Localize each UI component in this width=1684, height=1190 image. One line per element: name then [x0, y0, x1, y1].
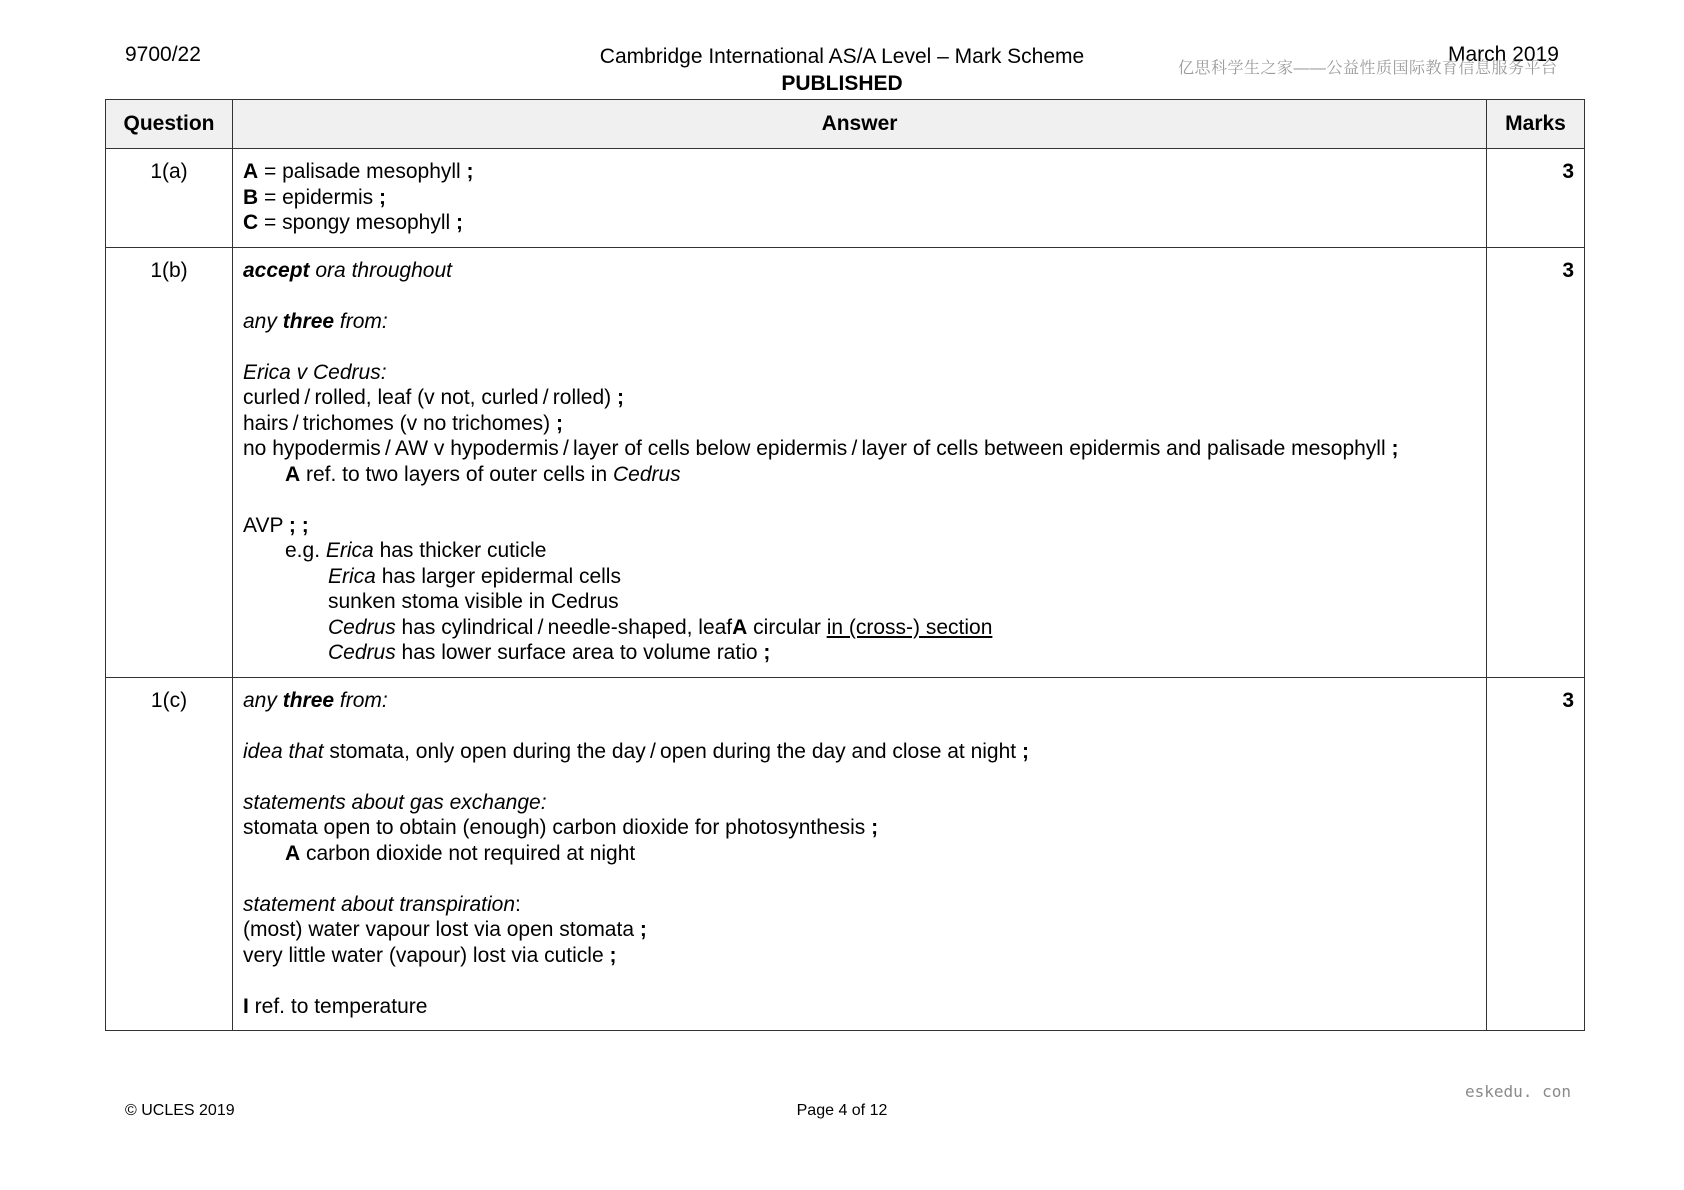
mark-point: ; ;: [288, 513, 309, 537]
document-title: Cambridge International AS/A Level – Mark Scheme: [599, 45, 1085, 68]
answer-text: sunken stoma visible in Cedrus: [328, 590, 619, 613]
answer-text: circular: [747, 615, 827, 639]
species-name: Erica: [325, 539, 374, 562]
guidance-text: ora throughout: [309, 258, 452, 282]
guidance-line: [243, 309, 1476, 335]
answer-line: [243, 436, 1476, 462]
subheading: [243, 892, 1476, 918]
label-letter: A: [243, 160, 259, 183]
species-name: Cedrus: [328, 641, 396, 664]
answer-line: [243, 185, 1476, 211]
marks-column-header: Marks: [1487, 100, 1585, 149]
species-name: Cedrus: [328, 615, 396, 639]
marks-value: 3: [1487, 677, 1585, 1031]
table-row: [106, 149, 1585, 248]
answer-line: [243, 385, 1476, 411]
answer-cell: [233, 677, 1487, 1031]
answer-text: no hypodermis / AW v hypodermis / layer of cells below epidermis / layer of cells between epidermis and palisade mesophyll: [243, 437, 1392, 460]
example-line: [243, 615, 1476, 641]
mark-point: ;: [609, 943, 617, 967]
mark-point: ;: [556, 411, 563, 435]
answer-cell: [233, 149, 1487, 248]
answer-text: carbon dioxide not required at night: [300, 841, 636, 865]
table-row: [106, 677, 1585, 1031]
guidance-text: from:: [334, 688, 388, 712]
answer-text: hairs / trichomes (v no trichomes): [243, 411, 556, 435]
guidance-text: idea that: [243, 739, 324, 763]
guidance-text: any: [243, 688, 283, 712]
answer-text: stomata, only open during the day / open during the day and close at night: [323, 739, 1022, 763]
guidance-keyword: three: [282, 688, 335, 712]
label-letter: A: [285, 841, 301, 865]
label-letter: A: [285, 462, 301, 486]
mark-point: ;: [639, 918, 647, 941]
guidance-line: [243, 688, 1476, 714]
question-column-header: Question: [106, 100, 233, 149]
table-row: [106, 247, 1585, 677]
answer-text: has cylindrical / needle-shaped, leaf: [395, 615, 733, 639]
copyright-notice: © UCLES 2019: [125, 1102, 235, 1119]
site-watermark: eskedu. con: [1465, 1082, 1571, 1101]
example-line: [243, 564, 1476, 590]
species-name: Erica: [328, 564, 376, 588]
answer-text: = palisade mesophyll: [258, 160, 467, 183]
subheading: [243, 790, 1476, 816]
guidance-line: [243, 258, 1476, 284]
answer-text: has thicker cuticle: [373, 539, 547, 562]
underlined-text: in (cross-) section: [826, 615, 993, 639]
mark-point: ;: [466, 160, 474, 183]
label-letter: C: [243, 211, 259, 234]
answer-line: [243, 513, 1476, 539]
guidance-text: any: [243, 309, 283, 333]
answer-text: = spongy mesophyll: [258, 211, 457, 234]
label-letter: I: [243, 994, 249, 1018]
mark-point: ;: [616, 386, 624, 409]
answer-text: AVP: [243, 513, 289, 537]
label-letter: B: [243, 185, 259, 209]
guidance-keyword: accept: [243, 258, 310, 282]
mark-scheme-table: [105, 99, 1585, 1031]
mark-point: ;: [456, 211, 464, 234]
subheading-text: statements about gas exchange:: [243, 790, 547, 814]
example-line: [243, 589, 1476, 615]
answer-line: [243, 917, 1476, 943]
mark-point: ;: [378, 185, 386, 209]
mark-point: ;: [871, 816, 879, 839]
guidance-keyword: three: [282, 309, 335, 333]
answer-text: has lower surface area to volume ratio: [395, 641, 764, 664]
answer-text: :: [515, 892, 521, 916]
answer-text: stomata open to obtain (enough) carbon dioxide for photosynthesis: [243, 816, 872, 839]
example-line: [243, 640, 1476, 666]
question-number: 1(b): [106, 247, 233, 677]
table-header-row: [106, 100, 1585, 149]
answer-text: very little water (vapour) lost via cuticle: [243, 943, 610, 967]
example-line: [243, 538, 1476, 564]
answer-text: ref. to temperature: [248, 994, 428, 1018]
answer-line: [243, 943, 1476, 969]
answer-line: [243, 411, 1476, 437]
accept-note: [243, 841, 1476, 867]
mark-point: ;: [763, 641, 771, 664]
answer-text: has larger epidermal cells: [375, 564, 621, 588]
answer-line: [243, 210, 1476, 236]
answer-text: curled / rolled, leaf (v not, curled / rolled): [243, 386, 617, 409]
subheading-text: Erica v Cedrus:: [243, 360, 387, 384]
species-name: Cedrus: [612, 462, 681, 486]
answer-text: (most) water vapour lost via open stomata: [243, 918, 640, 941]
question-number: 1(a): [106, 149, 233, 248]
guidance-text: from:: [334, 309, 388, 333]
answer-text: = epidermis: [258, 185, 379, 209]
page-number: Page 4 of 12: [796, 1102, 888, 1119]
subheading-text: statement about transpiration: [243, 892, 515, 916]
answer-line: [243, 739, 1476, 765]
ignore-note: [243, 994, 1476, 1020]
answer-line: [243, 159, 1476, 185]
watermark-text: 亿思科学生之家——公益性质国际教育信息服务平台: [1178, 60, 1558, 77]
paper-code: 9700/22: [125, 43, 201, 66]
answer-cell: [233, 247, 1487, 677]
question-number: 1(c): [106, 677, 233, 1031]
mark-point: ;: [1391, 437, 1399, 460]
accept-note: [243, 462, 1476, 488]
subheading: [243, 360, 1476, 386]
marks-value: 3: [1487, 247, 1585, 677]
exam-date: March 2019: [1448, 43, 1559, 66]
answer-column-header: Answer: [233, 100, 1487, 149]
answer-text: ref. to two layers of outer cells in: [300, 462, 613, 486]
marks-value: 3: [1487, 149, 1585, 248]
answer-line: [243, 815, 1476, 841]
label-letter: A: [732, 615, 748, 639]
mark-point: ;: [1021, 739, 1029, 763]
published-label: PUBLISHED: [781, 72, 903, 95]
answer-text: e.g.: [285, 539, 326, 562]
